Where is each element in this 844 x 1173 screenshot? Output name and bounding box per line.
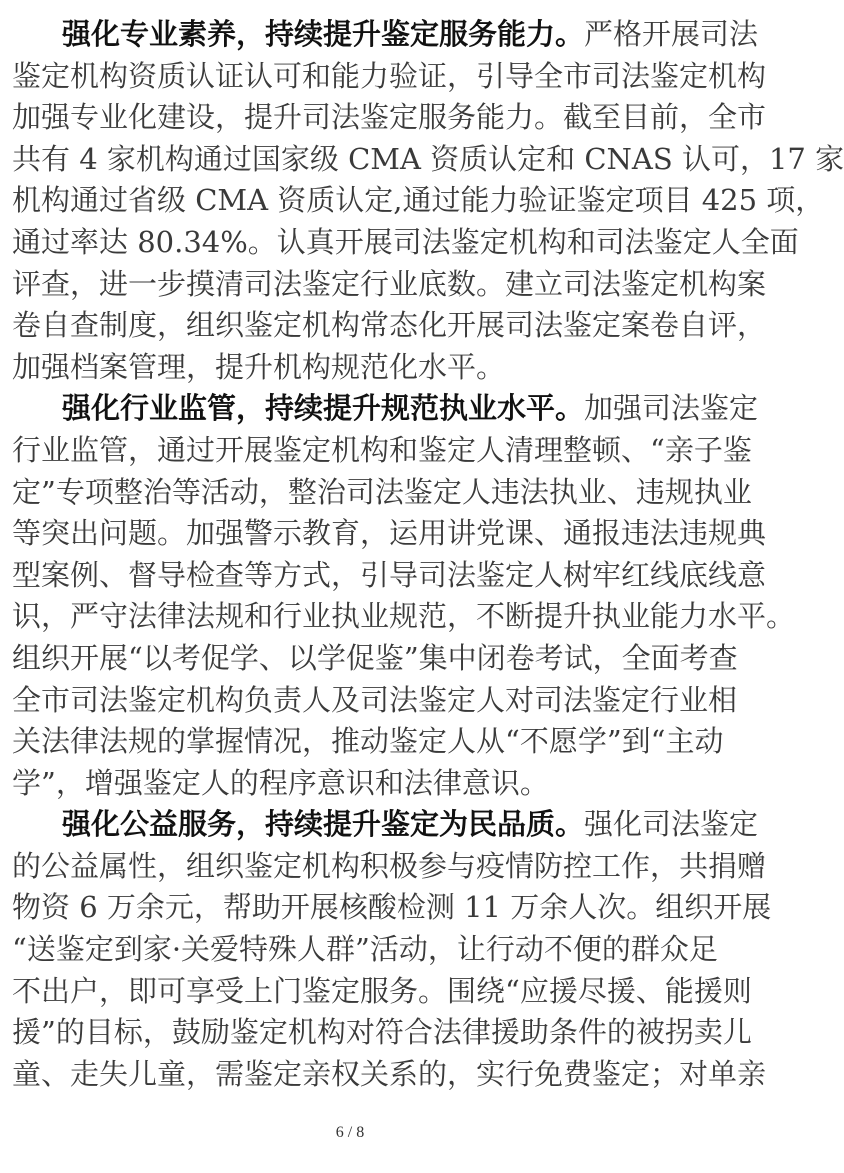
- text-line: “送鉴定到家·关爱特殊人群”活动，让行动不便的群众足: [12, 932, 718, 967]
- text-line: 定”专项整治等活动，整治司法鉴定人违法执业、违规执业: [12, 474, 752, 509]
- paragraph-first-line: [12, 14, 759, 56]
- text: 加强司法鉴定: [584, 391, 759, 426]
- text-line: 关法律法规的掌握情况，推动鉴定人从“不愿学”到“主动: [12, 724, 724, 759]
- text-line: 通过率达 80.34%。认真开展司法鉴定机构和司法鉴定人全面: [12, 224, 799, 259]
- text-line: 加强档案管理，提升机构规范化水平。: [12, 349, 506, 384]
- paragraph-professional-quality: [12, 14, 844, 388]
- text-line: 加强专业化建设，提升司法鉴定服务能力。截至目前，全市: [12, 100, 767, 135]
- text-line: 共有 4 家机构通过国家级 CMA 资质认定和 CNAS 认可，17 家: [12, 141, 844, 176]
- text-line: 童、走失儿童，需鉴定亲权关系的，实行免费鉴定；对单亲: [12, 1056, 767, 1091]
- paragraph-heading: 强化行业监管，持续提升规范执业水平。: [62, 391, 585, 426]
- paragraph-first-line: [12, 388, 759, 430]
- paragraph-public-service: [12, 804, 772, 1095]
- text-line: 等突出问题。加强警示教育，运用讲党课、通报违法违规典: [12, 516, 767, 551]
- text-line: 援”的目标，鼓励鉴定机构对符合法律援助条件的被拐卖儿: [12, 1015, 752, 1050]
- paragraph-heading: 强化专业素养，持续提升鉴定服务能力。: [62, 17, 585, 51]
- text-line: 机构通过省级 CMA 资质认定,通过能力验证鉴定项目 425 项，: [12, 183, 825, 218]
- text-line: 的公益属性，组织鉴定机构积极参与疫情防控工作，共捐赠: [12, 848, 767, 883]
- text-line: 物资 6 万余元，帮助开展核酸检测 11 万余人次。组织开展: [12, 890, 772, 925]
- text: 严格开展司法: [584, 17, 759, 51]
- text-line: 不出户，即可享受上门鉴定服务。围绕“应援尽援、能援则: [12, 973, 752, 1008]
- text-line: 学”，增强鉴定人的程序意识和法律意识。: [12, 765, 549, 800]
- paragraph-first-line: [12, 804, 759, 846]
- text-line: 卷自查制度，组织鉴定机构常态化开展司法鉴定案卷自评，: [12, 308, 767, 343]
- paragraph-industry-supervision: [12, 388, 796, 804]
- text-line: 评查，进一步摸清司法鉴定行业底数。建立司法鉴定机构案: [12, 266, 767, 301]
- paragraph-heading: 强化公益服务，持续提升鉴定为民品质。: [62, 807, 585, 842]
- text: 强化司法鉴定: [584, 807, 759, 842]
- page-number: 6 / 8: [335, 1124, 365, 1141]
- text-line: 型案例、督导检查等方式，引导司法鉴定人树牢红线底线意: [12, 557, 767, 592]
- text-line: 鉴定机构资质认证认可和能力验证，引导全市司法鉴定机构: [12, 58, 767, 93]
- text-line: 行业监管，通过开展鉴定机构和鉴定人清理整顿、“亲子鉴: [12, 432, 752, 467]
- text-line: 全市司法鉴定机构负责人及司法鉴定人对司法鉴定行业相: [12, 682, 738, 717]
- text-line: 组织开展“以考促学、以学促鉴”集中闭卷考试，全面考查: [12, 640, 738, 675]
- document-body: [12, 14, 844, 1095]
- text-line: 识，严守法律法规和行业执业规范，不断提升执业能力水平。: [12, 599, 796, 634]
